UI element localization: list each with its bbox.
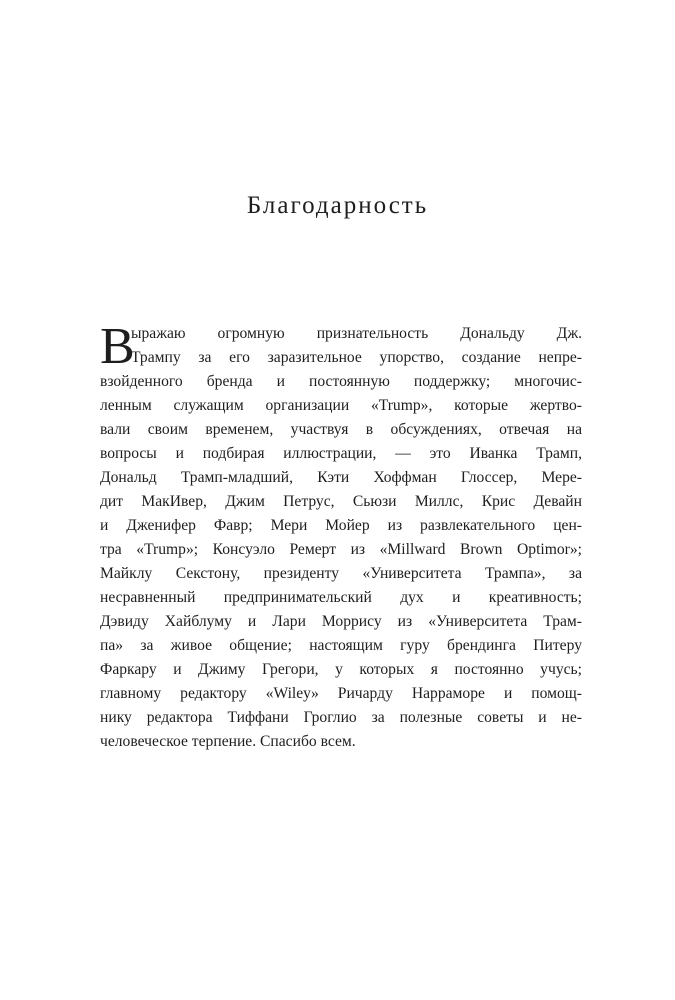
text-line: тра «Trump»; Консуэло Ремерт из «Millward Brown Optimor»; xyxy=(100,541,582,558)
text-line: нику редактора Тиффани Гроглио за полезные советы и не- xyxy=(100,709,582,726)
text-line: Майклу Секстону, президенту «Университета Трампа», за xyxy=(100,565,582,582)
drop-cap: В xyxy=(100,318,135,375)
page-title: Благодарность xyxy=(246,192,429,219)
text-line: взойденного бренда и постоянную поддержку; многочис- xyxy=(100,373,582,390)
text-line: главному редактору «Wiley» Ричарду Нарраморе и помощ- xyxy=(100,685,582,702)
text-line: па» за живое общение; настоящим гуру брендинга Питеру xyxy=(100,637,582,654)
text-line: вопросы и подбирая иллюстрации, — это Иванка Трамп, xyxy=(100,445,582,462)
text-line: дит МакИвер, Джим Петрус, Сьюзи Миллс, Крис Девайн xyxy=(100,493,582,510)
text-line: Трампу за его заразительное упорство, создание непре- xyxy=(131,349,582,366)
text-line: ыражаю огромную признательность Дональду Дж. xyxy=(131,325,582,342)
text-line: и Дженифер Фавр; Мери Мойер из развлекательного цен- xyxy=(100,517,582,534)
text-line: Фаркару и Джиму Грегори, у которых я постоянно учусь; xyxy=(100,661,582,678)
text-line: Дональд Трамп-младший, Кэти Хоффман Глоссер, Мере- xyxy=(100,469,582,486)
text-line: Дэвиду Хайблуму и Лари Моррису из «Университета Трам- xyxy=(100,613,582,630)
text-line: ленным служащим организации «Trump», которые жертво- xyxy=(100,397,582,414)
text-line: человеческое терпение. Спасибо всем. xyxy=(100,733,356,750)
acknowledgements-paragraph xyxy=(100,318,582,754)
text-line: несравненный предпринимательский дух и креативность; xyxy=(100,589,582,606)
text-line: вали своим временем, участвуя в обсуждениях, отвечая на xyxy=(100,421,582,438)
